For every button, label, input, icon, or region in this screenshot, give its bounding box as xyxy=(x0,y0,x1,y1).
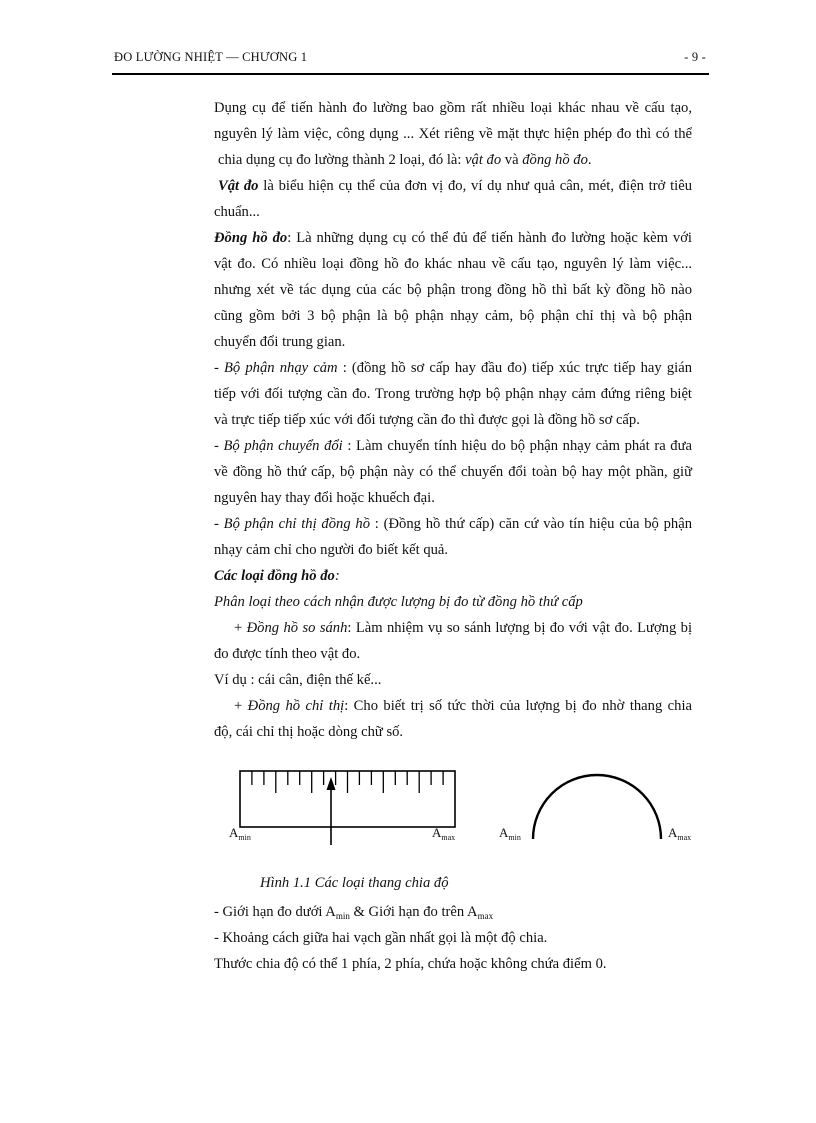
term-vat-do: Vật đo xyxy=(218,178,259,194)
header-rule xyxy=(112,73,709,75)
linear-scale-min-label: $A_{min}$ xyxy=(229,825,251,842)
paragraph-line: - Giới hạn đo dưới $A_{min}$ & Giới hạn đo trên $A_{max}$ xyxy=(214,904,494,921)
after-figure-text xyxy=(214,899,694,977)
arc-scale xyxy=(533,775,661,839)
term-dong-ho-do: Đồng hồ đo xyxy=(214,230,288,246)
paragraph-line: tiếp với đối tượng cần đo. Trong trường hợp bộ phận nhạy cảm đứng riêng biệt xyxy=(214,386,692,402)
paragraph-line: nguyên hay thay đổi hoặc khuếch đại. xyxy=(214,490,435,506)
paragraph-line: Thước chia độ có thể 1 phía, 2 phía, chứa hoặc không chứa điểm 0. xyxy=(214,956,607,972)
paragraph-line: và trực tiếp tiếp xúc với đối tượng cần đo thì được gọi là đồng hồ sơ cấp. xyxy=(214,412,640,428)
pointer-arrow-icon xyxy=(327,777,336,790)
paragraph-line: + Đồng hồ chỉ thị: Cho biết trị số tức thời của lượng bị đo nhờ thang chia xyxy=(234,698,692,714)
page-header xyxy=(114,50,706,68)
page-number: - 9 - xyxy=(684,50,706,64)
paragraph-line: về đồng hồ thứ cấp, bộ phận này có thể chuyển đổi toàn bộ hay một phần, giữ xyxy=(214,464,692,480)
paragraph-line: nhưng xét về tác dụng của các bộ phận trong đồng hồ thì bất kỳ đồng hồ nào xyxy=(214,282,692,298)
paragraph-line: chuyển đổi trung gian. xyxy=(214,334,346,350)
body-text xyxy=(214,95,692,745)
paragraph-line: đo được tính theo vật đo. xyxy=(214,646,361,662)
arc-scale-min-label: $A_{min}$ xyxy=(499,825,521,842)
figure-caption: Hình 1.1 Các loại thang chia độ xyxy=(260,875,449,891)
paragraph-line: Đồng hồ đo: Là những dụng cụ có thể đủ để tiến hành đo lường hoặc kèm với xyxy=(214,230,692,246)
paragraph-line: - Khoảng cách giữa hai vạch gần nhất gọi là một độ chia. xyxy=(214,930,548,946)
paragraph-line: - Bộ phận chỉ thị đồng hồ : (Đồng hồ thứ cấp) căn cứ vào tín hiệu của bộ phận xyxy=(214,516,692,532)
paragraph-line: cũng gồm bởi 3 bộ phận là bộ phận nhạy cảm, bộ phận chỉ thị và bộ phận xyxy=(214,308,692,324)
section-heading: Các loại đồng hồ đo: xyxy=(214,568,340,584)
paragraph-line: - Bộ phận nhạy cảm : (đồng hồ sơ cấp hay đầu đo) tiếp xúc trực tiếp hay gián xyxy=(214,360,692,376)
paragraph-line: nhạy cảm chỉ cho người đo biết kết quả. xyxy=(214,542,449,558)
paragraph-line: vật đo. Có nhiều loại đồng hồ đo khác nhau về cấu tạo, nguyên lý làm việc... xyxy=(214,256,692,272)
scale-figure xyxy=(210,763,700,853)
paragraph-line: chuẩn... xyxy=(214,204,260,220)
paragraph-line: Dụng cụ để tiến hành đo lường bao gồm rất nhiều loại khác nhau về cấu tạo, xyxy=(214,100,692,116)
arc-scale-max-label: $A_{max}$ xyxy=(668,825,692,842)
linear-scale-max-label: $A_{max}$ xyxy=(432,825,456,842)
paragraph-line: nguyên lý làm việc, công dụng ... Xét riêng về mặt thực hiện phép đo thì có thể xyxy=(214,126,692,142)
paragraph-line: + Đồng hồ so sánh: Làm nhiệm vụ so sánh lượng bị đo với vật đo. Lượng bị xyxy=(234,620,693,636)
header-title: ĐO LƯỜNG NHIỆT — CHƯƠNG 1 xyxy=(114,50,308,64)
paragraph-line: độ, cái chỉ thị hoặc dòng chữ số. xyxy=(214,724,404,740)
linear-scale-ticks xyxy=(252,771,443,793)
paragraph-line: Ví dụ : cái cân, điện thế kế... xyxy=(214,672,382,688)
paragraph-line: chia dụng cụ đo lường thành 2 loại, đó là: vật đo và đồng hồ đo. xyxy=(218,152,592,168)
paragraph-line: Vật đo là biểu hiện cụ thể của đơn vị đo, ví dụ như quả cân, mét, điện trở tiêu xyxy=(218,178,693,194)
paragraph-line: Phân loại theo cách nhận được lượng bị đo từ đồng hồ thứ cấp xyxy=(214,594,583,610)
paragraph-line: - Bộ phận chuyển đổi : Làm chuyển tính hiệu do bộ phận nhạy cảm phát ra đưa xyxy=(214,438,692,454)
